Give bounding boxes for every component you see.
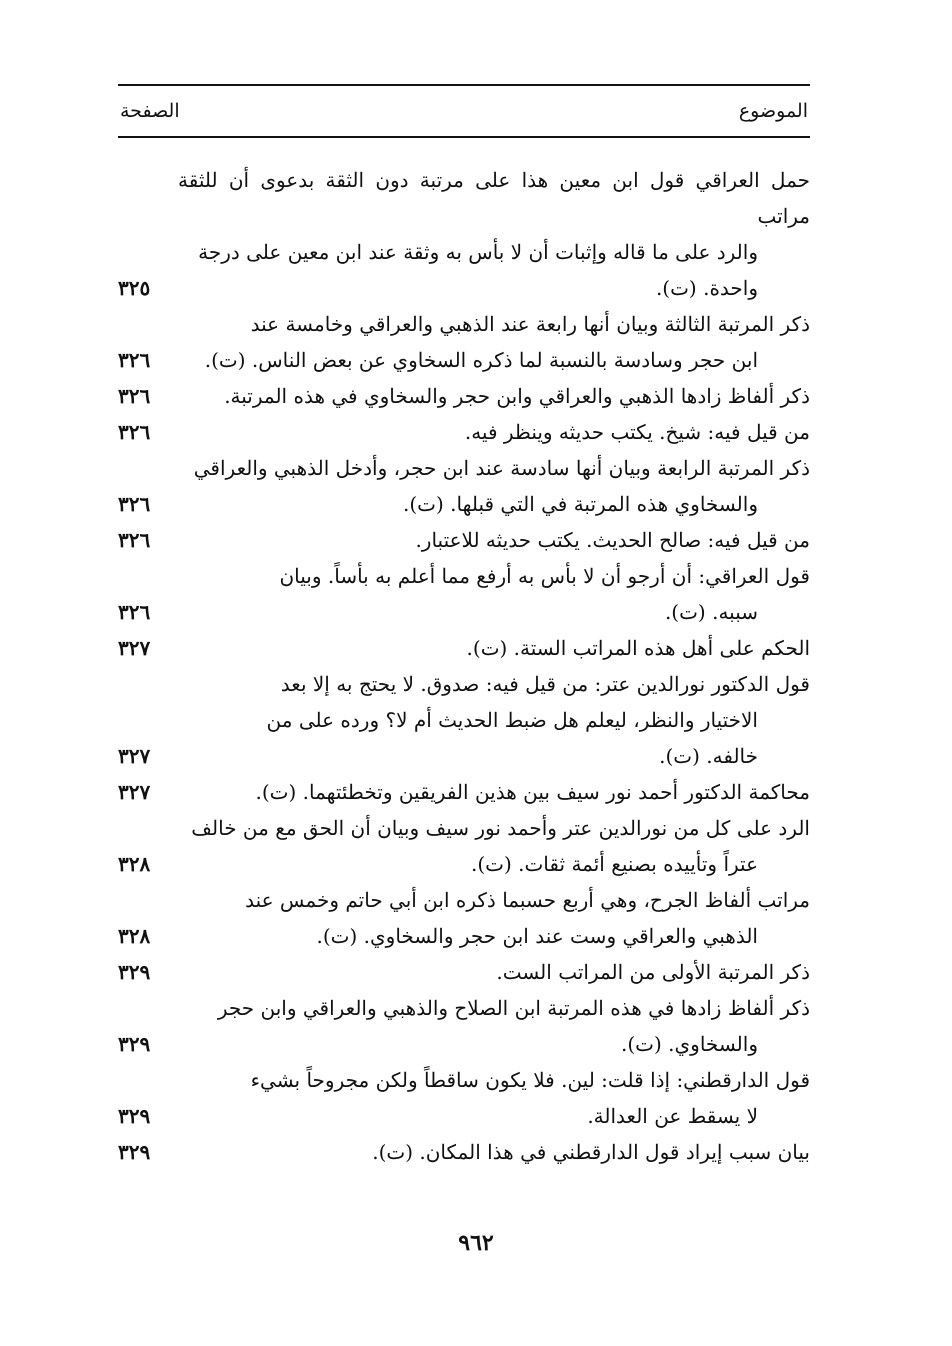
topic-column-label: الموضوع	[738, 100, 808, 122]
list-item	[118, 306, 810, 378]
entry-line: قول الدارقطني: إذا قلت: لين. فلا يكون ساقطاً ولكن مجروحاً بشيء	[250, 1068, 810, 1092]
entry-topic	[178, 810, 810, 882]
list-item	[118, 990, 810, 1062]
entry-topic	[178, 882, 810, 954]
entry-line: قول العراقي: أن أرجو أن لا بأس به أرفع مما أعلم به بأساً. وبيان	[279, 564, 810, 588]
entry-page-number: ٣٢٩	[118, 1032, 151, 1056]
entry-line: قول الدكتور نورالدين عتر: من قيل فيه: صدوق. لا يحتج به إلا بعد	[280, 672, 810, 696]
entry-line: ابن حجر وسادسة بالنسبة لما ذكره السخاوي عن بعض الناس. (ت).	[204, 348, 758, 372]
list-item	[118, 558, 810, 630]
entry-line: والرد على ما قاله وإثبات أن لا بأس به وثقة عند ابن معين على درجة	[198, 240, 758, 264]
entry-line: ذكر المرتبة الثالثة وبيان أنها رابعة عند الذهبي والعراقي وخامسة عند	[250, 312, 810, 336]
entry-page-number: ٣٢٩	[118, 1104, 151, 1128]
entry-line: والسخاوي هذه المرتبة في التي قبلها. (ت).	[403, 492, 758, 516]
entry-page-number: ٣٢٧	[118, 780, 151, 804]
entry-topic	[178, 522, 810, 558]
entry-line: ذكر المرتبة الأولى من المراتب الست.	[496, 960, 810, 984]
list-item	[118, 1134, 810, 1170]
entry-page-number: ٣٢٨	[118, 852, 151, 876]
page-number: ٩٦٢	[458, 1230, 494, 1256]
list-item	[118, 774, 810, 810]
index-page	[118, 84, 810, 1170]
entry-topic	[178, 954, 810, 990]
entry-topic	[178, 774, 810, 810]
entry-topic	[178, 1062, 810, 1134]
entries-list	[118, 162, 810, 1170]
entry-line: بيان سبب إيراد قول الدارقطني في هذا المكان. (ت).	[372, 1140, 810, 1164]
page-column-label: الصفحة	[120, 100, 180, 122]
list-item	[118, 630, 810, 666]
entry-line: الاختيار والنظر، ليعلم هل ضبط الحديث أم لا؟ ورده على من	[266, 708, 758, 732]
entry-line: الذهبي والعراقي وست عند ابن حجر والسخاوي. (ت).	[316, 924, 758, 948]
entry-page-number: ٣٢٨	[118, 924, 151, 948]
list-item	[118, 810, 810, 882]
entry-topic	[178, 990, 810, 1062]
list-item	[118, 450, 810, 522]
entry-line: ذكر ألفاظ زادها في هذه المرتبة ابن الصلاح والذهبي والعراقي وابن حجر	[217, 996, 810, 1020]
list-item	[118, 378, 810, 414]
entry-topic	[178, 306, 810, 378]
entry-line: حمل العراقي قول ابن معين هذا على مرتبة دون الثقة بدعوى أن للثقة مراتب	[178, 168, 810, 228]
entry-line: من قيل فيه: صالح الحديث. يكتب حديثه للاعتبار.	[415, 528, 810, 552]
entry-page-number: ٣٢٦	[118, 600, 151, 624]
entry-line: الرد على كل من نورالدين عتر وأحمد نور سيف وبيان أن الحق مع من خالف	[191, 816, 810, 840]
entry-page-number: ٣٢٦	[118, 384, 151, 408]
entry-line: الحكم على أهل هذه المراتب الستة. (ت).	[466, 636, 810, 660]
entry-line: مراتب ألفاظ الجرح، وهي أربع حسبما ذكره ابن أبي حاتم وخمس عند	[245, 888, 810, 912]
entry-line: واحدة. (ت).	[655, 276, 758, 300]
entry-topic	[178, 1134, 810, 1170]
entry-line: لا يسقط عن العدالة.	[587, 1104, 758, 1128]
entry-topic	[178, 378, 810, 414]
entry-page-number: ٣٢٦	[118, 492, 151, 516]
entry-page-number: ٣٢٧	[118, 636, 151, 660]
entry-page-number: ٣٢٦	[118, 528, 151, 552]
entry-line: ذكر ألفاظ زادها الذهبي والعراقي وابن حجر والسخاوي في هذه المرتبة.	[224, 384, 810, 408]
list-item	[118, 522, 810, 558]
entry-page-number: ٣٢٩	[118, 1140, 151, 1164]
entry-line: خالفه. (ت).	[659, 744, 758, 768]
entry-page-number: ٣٢٧	[118, 744, 151, 768]
entry-line: والسخاوي. (ت).	[621, 1032, 758, 1056]
table-header	[118, 86, 810, 136]
entry-line: من قيل فيه: شيخ. يكتب حديثه وينظر فيه.	[464, 420, 810, 444]
list-item	[118, 882, 810, 954]
entry-page-number: ٣٢٦	[118, 420, 151, 444]
entry-topic	[178, 666, 810, 774]
entry-line: عتراً وتأييده بصنيع أئمة ثقات. (ت).	[470, 852, 758, 876]
list-item	[118, 162, 810, 306]
entry-line: ذكر المرتبة الرابعة وبيان أنها سادسة عند ابن حجر، وأدخل الذهبي والعراقي	[193, 456, 810, 480]
list-item	[118, 954, 810, 990]
entry-page-number: ٣٢٥	[118, 276, 151, 300]
entry-page-number: ٣٢٦	[118, 348, 151, 372]
entry-page-number: ٣٢٩	[118, 960, 151, 984]
list-item	[118, 666, 810, 774]
entry-line: سببه. (ت).	[664, 600, 758, 624]
header-rule	[118, 136, 810, 138]
entry-line: محاكمة الدكتور أحمد نور سيف بين هذين الفريقين وتخطئتهما. (ت).	[255, 780, 810, 804]
entry-topic	[178, 450, 810, 522]
entry-topic	[178, 162, 810, 306]
entry-topic	[178, 558, 810, 630]
list-item	[118, 1062, 810, 1134]
entry-topic	[178, 630, 810, 666]
list-item	[118, 414, 810, 450]
entry-topic	[178, 414, 810, 450]
